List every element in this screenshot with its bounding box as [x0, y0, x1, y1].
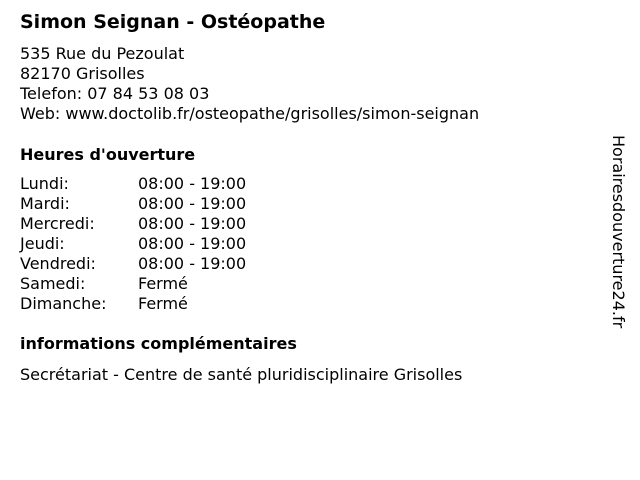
phone-number: Telefon: 07 84 53 08 03	[20, 84, 210, 103]
day-label: Samedi:	[20, 274, 86, 293]
time-value: 08:00 - 19:00	[138, 194, 247, 213]
hours-row-friday	[20, 254, 246, 274]
website-link[interactable]: Web: www.doctolib.fr/osteopathe/grisolles/simon-seignan	[20, 104, 480, 123]
day-label: Jeudi:	[20, 234, 65, 253]
hours-row-tuesday	[20, 194, 246, 214]
additional-info-heading: informations complémentaires	[20, 334, 297, 353]
site-watermark: Horairesdouverture24.fr	[609, 135, 628, 329]
day-label: Mardi:	[20, 194, 70, 213]
page-title: Simon Seignan - Ostéopathe	[20, 11, 326, 33]
hours-row-thursday	[20, 234, 246, 254]
hours-row-wednesday	[20, 214, 246, 234]
time-value: 08:00 - 19:00	[138, 214, 247, 233]
time-value: 08:00 - 19:00	[138, 174, 247, 193]
opening-hours-heading: Heures d'ouverture	[20, 145, 196, 164]
opening-hours-table	[20, 174, 246, 314]
address-block	[20, 44, 479, 124]
day-label: Vendredi:	[20, 254, 96, 273]
street-address: 535 Rue du Pezoulat	[20, 44, 185, 63]
additional-info-text: Secrétariat - Centre de santé pluridisciplinaire Grisolles	[20, 365, 463, 384]
city-postal-code: 82170 Grisolles	[20, 64, 145, 83]
day-label: Mercredi:	[20, 214, 95, 233]
hours-row-sunday	[20, 294, 246, 314]
day-label: Lundi:	[20, 174, 69, 193]
time-value: Fermé	[138, 294, 188, 313]
time-value: Fermé	[138, 274, 188, 293]
hours-row-saturday	[20, 274, 246, 294]
time-value: 08:00 - 19:00	[138, 254, 247, 273]
hours-row-monday	[20, 174, 246, 194]
time-value: 08:00 - 19:00	[138, 234, 247, 253]
day-label: Dimanche:	[20, 294, 107, 313]
